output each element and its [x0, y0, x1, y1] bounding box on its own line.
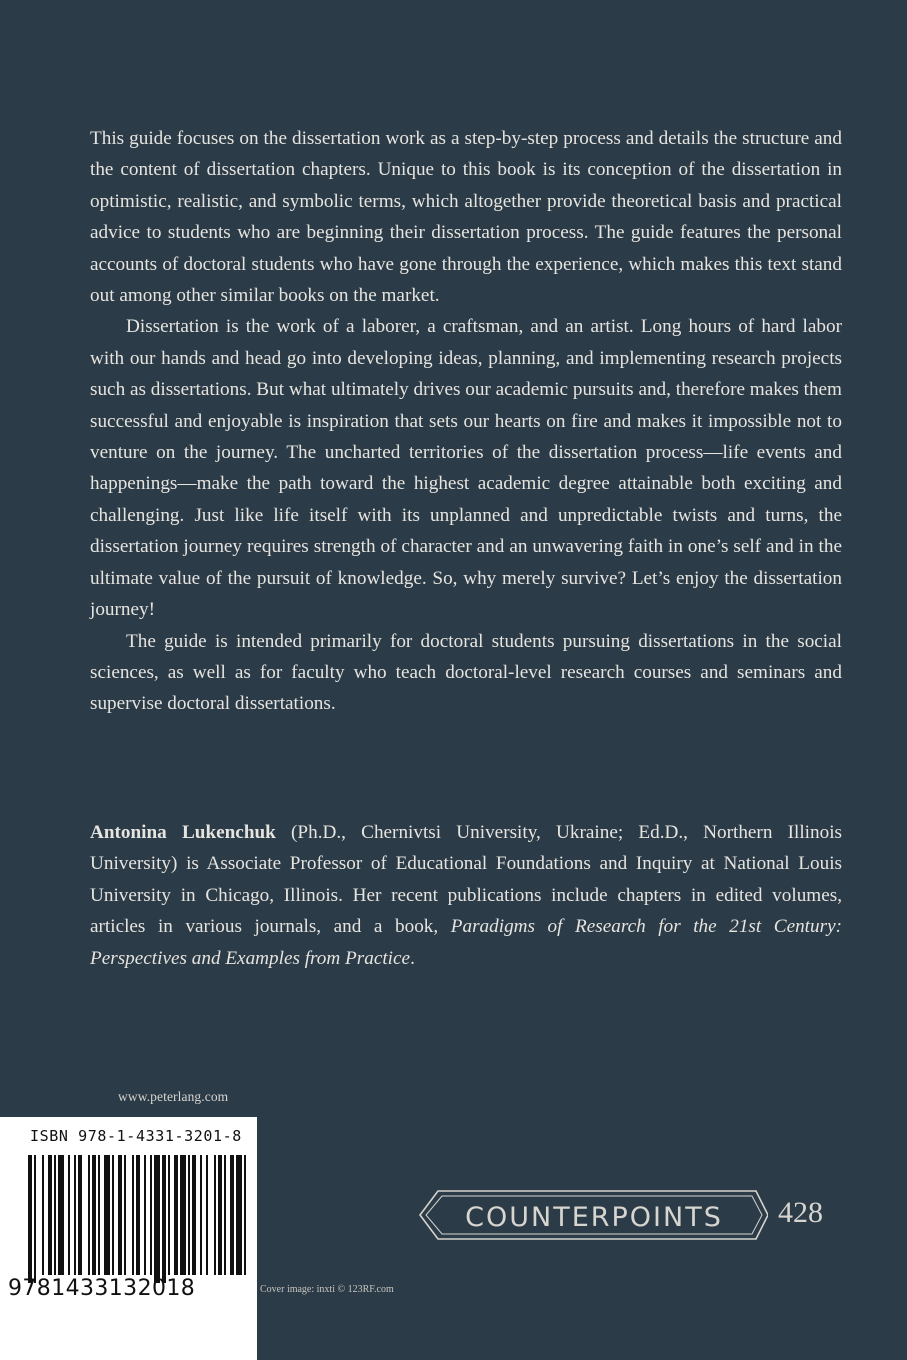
series-name: COUNTERPOINTS — [465, 1202, 723, 1233]
back-cover-blurb — [90, 123, 842, 720]
author-name: Antonina Lukenchuk — [90, 822, 276, 843]
blurb-paragraph-3: The guide is intended primarily for doctoral students pursuing dissertations in the social sciences, as well as for faculty who teach doctoral-level research courses and seminars and supervise doctoral dissertations. — [90, 630, 842, 715]
isbn-barcode-panel — [0, 1117, 257, 1360]
blurb-paragraph-2: Dissertation is the work of a laborer, a craftsman, and an artist. Long hours of hard labor with our hands and head go into developing ideas, planning, and implementing research projects such as dissertations. But what ultimately drives our academic pursuits and, therefore makes them successful and enjoyable is inspiration that sets our hearts on fire and makes it impossible not to venture on the journey. The uncharted territories of the dissertation process—life events and happenings—make the path toward the highest academic degree attainable both exciting and challenging. Just like life itself with its unplanned and unpredictable twists and turns, the dissertation journey requires strength of character and an unwavering faith in one’s self and in the ultimate value of the pursuit of knowledge. So, why merely survive? Let’s enjoy the dissertation journey! — [90, 316, 842, 621]
author-bio-paragraph — [90, 817, 842, 974]
publisher-website: www.peterlang.com — [118, 1089, 229, 1104]
author-bio-end: . — [410, 947, 415, 969]
series-number: 428 — [778, 1196, 823, 1229]
author-book-title: Paradigms of Research for the 21st Century: Perspectives and Examples from Practice — [90, 916, 842, 969]
blurb-paragraph-1: This guide focuses on the dissertation work as a step-by-step process and details the structure and the content of dissertation chapters. Unique to this book is its conception of the dissertation in optimistic, realistic, and symbolic terms, which altogether provide theoretical basis and practical advice to students who are beginning their dissertation process. The guide features the personal accounts of doctoral students who have gone through the experience, which makes this text stand out among other similar books on the market. — [90, 128, 842, 307]
counterpoints-series-logo — [418, 1189, 768, 1241]
barcode-digits: 9781433132018 — [8, 1276, 196, 1301]
author-bio-text: (Ph.D., Chernivtsi University, Ukraine; Ed.D., Northern Illinois University) is Associate Professor of Educational Foundations and Inquiry at National Louis University in Chicago, Illinois. Her recent publications include chapters in edited volumes, articles in various journals, and a book, — [90, 822, 842, 938]
cover-image-credit: Cover image: inxti © 123RF.com — [260, 1284, 394, 1295]
barcode-icon — [0, 1117, 257, 1360]
author-bio — [90, 817, 842, 974]
isbn-label: ISBN 978-1-4331-3201-8 — [30, 1127, 242, 1145]
